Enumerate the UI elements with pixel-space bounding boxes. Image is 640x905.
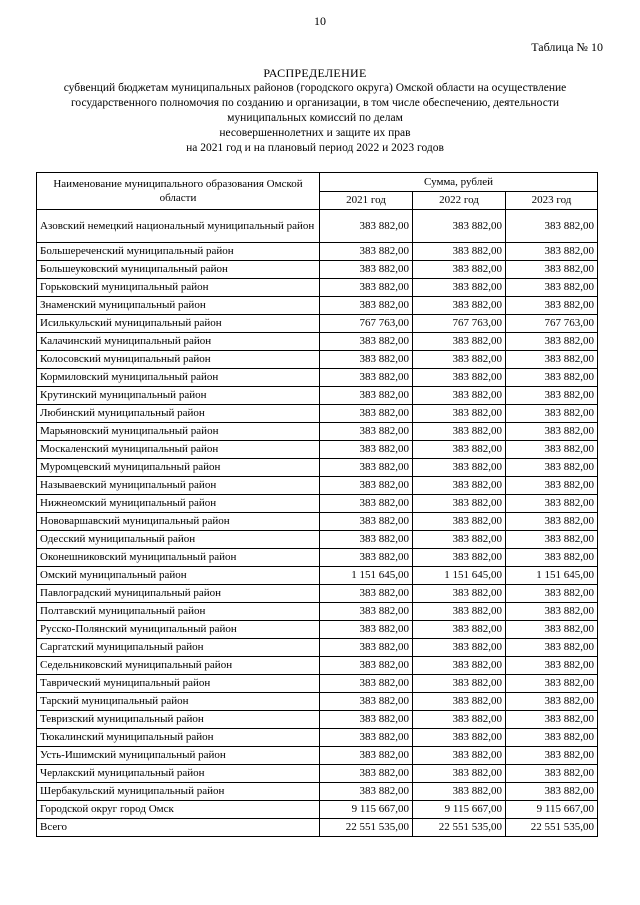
table-row: [37, 261, 598, 279]
amount-2022: 383 882,00: [413, 495, 506, 513]
municipality-name: Полтавский муниципальный район: [37, 603, 320, 621]
municipality-name: Марьяновский муниципальный район: [37, 423, 320, 441]
amount-2022: 767 763,00: [413, 315, 506, 333]
table-row: [37, 801, 598, 819]
amount-2021: 383 882,00: [320, 261, 413, 279]
table-row: [37, 405, 598, 423]
amount-2021: 383 882,00: [320, 603, 413, 621]
table-row: [37, 477, 598, 495]
amount-2023: 383 882,00: [506, 459, 598, 477]
amount-2022: 383 882,00: [413, 351, 506, 369]
table-row: [37, 783, 598, 801]
municipality-name: Омский муниципальный район: [37, 567, 320, 585]
municipality-name: Русско-Полянский муниципальный район: [37, 621, 320, 639]
amount-2022: 383 882,00: [413, 459, 506, 477]
amount-2021: 383 882,00: [320, 243, 413, 261]
table-row: [37, 675, 598, 693]
municipality-name: Тюкалинский муниципальный район: [37, 729, 320, 747]
amount-2022: 383 882,00: [413, 423, 506, 441]
amount-2022: 383 882,00: [413, 549, 506, 567]
table-row: [37, 369, 598, 387]
municipality-name: Тевризский муниципальный район: [37, 711, 320, 729]
amount-2023: 383 882,00: [506, 747, 598, 765]
amount-2021: 383 882,00: [320, 621, 413, 639]
amount-2021: 383 882,00: [320, 495, 413, 513]
amount-2022: 383 882,00: [413, 477, 506, 495]
amount-2022: 383 882,00: [413, 369, 506, 387]
amount-2021: 383 882,00: [320, 333, 413, 351]
amount-2022: 383 882,00: [413, 693, 506, 711]
amount-2023: 383 882,00: [506, 369, 598, 387]
amount-2022: 1 151 645,00: [413, 567, 506, 585]
amount-2022: 22 551 535,00: [413, 819, 506, 837]
amount-2023: 383 882,00: [506, 765, 598, 783]
municipality-name: Крутинский муниципальный район: [37, 387, 320, 405]
amount-2023: 383 882,00: [506, 297, 598, 315]
amount-2022: 383 882,00: [413, 297, 506, 315]
amount-2022: 383 882,00: [413, 333, 506, 351]
table-row: [37, 639, 598, 657]
amount-2023: 383 882,00: [506, 603, 598, 621]
amount-2023: 767 763,00: [506, 315, 598, 333]
table-row: [37, 513, 598, 531]
amount-2021: 767 763,00: [320, 315, 413, 333]
amount-2022: 383 882,00: [413, 261, 506, 279]
amount-2021: 9 115 667,00: [320, 801, 413, 819]
amount-2021: 383 882,00: [320, 657, 413, 675]
amount-2021: 383 882,00: [320, 531, 413, 549]
column-header-2022: 2022 год: [413, 192, 506, 210]
amount-2021: 383 882,00: [320, 513, 413, 531]
municipality-name: Одесский муниципальный район: [37, 531, 320, 549]
amount-2022: 383 882,00: [413, 603, 506, 621]
amount-2022: 383 882,00: [413, 621, 506, 639]
amount-2021: 383 882,00: [320, 585, 413, 603]
amount-2021: 383 882,00: [320, 729, 413, 747]
table-row: [37, 567, 598, 585]
heading-line: несовершеннолетних и защите их прав: [219, 127, 411, 139]
municipality-name: Нововаршавский муниципальный район: [37, 513, 320, 531]
amount-2022: 383 882,00: [413, 639, 506, 657]
amount-2023: 383 882,00: [506, 783, 598, 801]
amount-2023: 383 882,00: [506, 675, 598, 693]
amount-2022: 383 882,00: [413, 387, 506, 405]
municipality-name: Колосовский муниципальный район: [37, 351, 320, 369]
table-row: [37, 459, 598, 477]
amount-2023: 383 882,00: [506, 423, 598, 441]
municipality-name: Муромцевский муниципальный район: [37, 459, 320, 477]
amount-2023: 383 882,00: [506, 729, 598, 747]
amount-2023: 383 882,00: [506, 621, 598, 639]
municipality-name: Москаленский муниципальный район: [37, 441, 320, 459]
heading-line: субвенций бюджетам муниципальных районов (городского округа) Омской области на осуществление: [63, 82, 567, 94]
municipality-name: Таврический муниципальный район: [37, 675, 320, 693]
amount-2021: 383 882,00: [320, 441, 413, 459]
amount-2023: 383 882,00: [506, 333, 598, 351]
amount-2021: 383 882,00: [320, 675, 413, 693]
amount-2023: 1 151 645,00: [506, 567, 598, 585]
municipality-name: Знаменский муниципальный район: [37, 297, 320, 315]
table-row: [37, 243, 598, 261]
table-row: [37, 765, 598, 783]
table-row: [37, 387, 598, 405]
table-row: [37, 315, 598, 333]
amount-2023: 383 882,00: [506, 693, 598, 711]
municipality-name: Седельниковский муниципальный район: [37, 657, 320, 675]
amount-2021: 383 882,00: [320, 387, 413, 405]
heading-line: на 2021 год и на плановый период 2022 и 2023 годов: [186, 142, 444, 154]
amount-2023: 383 882,00: [506, 531, 598, 549]
table-row: [37, 297, 598, 315]
table-row: [37, 711, 598, 729]
amount-2022: 9 115 667,00: [413, 801, 506, 819]
amount-2023: 383 882,00: [506, 639, 598, 657]
table-row: [37, 495, 598, 513]
amount-2021: 1 151 645,00: [320, 567, 413, 585]
amount-2023: 383 882,00: [506, 549, 598, 567]
amount-2022: 383 882,00: [413, 441, 506, 459]
table-row: [37, 333, 598, 351]
amount-2021: 383 882,00: [320, 693, 413, 711]
amount-2021: 383 882,00: [320, 639, 413, 657]
column-header-municipality: Наименование муниципального образования Омской области: [37, 173, 320, 210]
amount-2021: 383 882,00: [320, 405, 413, 423]
table-row: [37, 279, 598, 297]
document-heading: [30, 66, 600, 156]
amount-2022: 383 882,00: [413, 711, 506, 729]
municipality-name: Большереченский муниципальный район: [37, 243, 320, 261]
amount-2022: 383 882,00: [413, 765, 506, 783]
table-row: [37, 729, 598, 747]
amount-2021: 383 882,00: [320, 279, 413, 297]
municipality-name: Азовский немецкий национальный муниципальный район: [37, 210, 320, 243]
municipality-name: Всего: [37, 819, 320, 837]
column-header-2021: 2021 год: [320, 192, 413, 210]
amount-2023: 383 882,00: [506, 585, 598, 603]
amount-2021: 383 882,00: [320, 477, 413, 495]
amount-2021: 383 882,00: [320, 297, 413, 315]
column-header-2023: 2023 год: [506, 192, 598, 210]
amount-2023: 383 882,00: [506, 513, 598, 531]
municipality-name: Нижнеомский муниципальный район: [37, 495, 320, 513]
municipality-name: Усть-Ишимский муниципальный район: [37, 747, 320, 765]
municipality-name: Шербакульский муниципальный район: [37, 783, 320, 801]
amount-2022: 383 882,00: [413, 675, 506, 693]
amount-2022: 383 882,00: [413, 531, 506, 549]
table-row: [37, 621, 598, 639]
amount-2022: 383 882,00: [413, 405, 506, 423]
amount-2023: 383 882,00: [506, 210, 598, 243]
amount-2021: 383 882,00: [320, 747, 413, 765]
municipality-name: Тарский муниципальный район: [37, 693, 320, 711]
amount-2022: 383 882,00: [413, 585, 506, 603]
heading-line: муниципальных комиссий по делам: [227, 112, 403, 124]
amount-2021: 383 882,00: [320, 459, 413, 477]
amount-2022: 383 882,00: [413, 513, 506, 531]
amount-2021: 22 551 535,00: [320, 819, 413, 837]
table-row: [37, 585, 598, 603]
municipality-name: Любинский муниципальный район: [37, 405, 320, 423]
table-row: [37, 441, 598, 459]
municipality-name: Горьковский муниципальный район: [37, 279, 320, 297]
table-row: [37, 819, 598, 837]
page-number: 10: [314, 14, 326, 28]
amount-2023: 383 882,00: [506, 405, 598, 423]
table-row: [37, 603, 598, 621]
amount-2021: 383 882,00: [320, 765, 413, 783]
distribution-table: [36, 172, 598, 837]
amount-2023: 9 115 667,00: [506, 801, 598, 819]
amount-2022: 383 882,00: [413, 210, 506, 243]
municipality-name: Кормиловский муниципальный район: [37, 369, 320, 387]
municipality-name: Черлакский муниципальный район: [37, 765, 320, 783]
table-row: [37, 210, 598, 243]
column-header-sum: Сумма, рублей: [320, 173, 598, 192]
heading-title: РАСПРЕДЕЛЕНИЕ: [263, 66, 367, 80]
municipality-name: Калачинский муниципальный район: [37, 333, 320, 351]
amount-2023: 383 882,00: [506, 243, 598, 261]
amount-2023: 383 882,00: [506, 279, 598, 297]
amount-2023: 383 882,00: [506, 657, 598, 675]
municipality-name: Городской округ город Омск: [37, 801, 320, 819]
municipality-name: Исилькульский муниципальный район: [37, 315, 320, 333]
amount-2021: 383 882,00: [320, 783, 413, 801]
municipality-name: Называевский муниципальный район: [37, 477, 320, 495]
amount-2022: 383 882,00: [413, 747, 506, 765]
amount-2021: 383 882,00: [320, 711, 413, 729]
table-row: [37, 549, 598, 567]
heading-line: государственного полномочия по созданию и организации, в том числе обеспечению, деятельности: [71, 97, 559, 109]
amount-2023: 383 882,00: [506, 495, 598, 513]
table-row: [37, 657, 598, 675]
table-row: [37, 747, 598, 765]
municipality-name: Оконешниковский муниципальный район: [37, 549, 320, 567]
amount-2023: 383 882,00: [506, 441, 598, 459]
municipality-name: Большеуковский муниципальный район: [37, 261, 320, 279]
amount-2021: 383 882,00: [320, 549, 413, 567]
amount-2021: 383 882,00: [320, 210, 413, 243]
amount-2023: 383 882,00: [506, 261, 598, 279]
amount-2022: 383 882,00: [413, 657, 506, 675]
municipality-name: Саргатский муниципальный район: [37, 639, 320, 657]
amount-2021: 383 882,00: [320, 369, 413, 387]
table-body: [37, 210, 598, 837]
amount-2023: 383 882,00: [506, 711, 598, 729]
amount-2023: 383 882,00: [506, 477, 598, 495]
amount-2021: 383 882,00: [320, 351, 413, 369]
amount-2022: 383 882,00: [413, 243, 506, 261]
table-label: Таблица № 10: [531, 40, 603, 54]
amount-2022: 383 882,00: [413, 783, 506, 801]
amount-2023: 22 551 535,00: [506, 819, 598, 837]
table-row: [37, 531, 598, 549]
amount-2023: 383 882,00: [506, 351, 598, 369]
amount-2022: 383 882,00: [413, 729, 506, 747]
municipality-name: Павлоградский муниципальный район: [37, 585, 320, 603]
table-row: [37, 423, 598, 441]
amount-2021: 383 882,00: [320, 423, 413, 441]
table-row: [37, 351, 598, 369]
amount-2022: 383 882,00: [413, 279, 506, 297]
table-row: [37, 693, 598, 711]
amount-2023: 383 882,00: [506, 387, 598, 405]
